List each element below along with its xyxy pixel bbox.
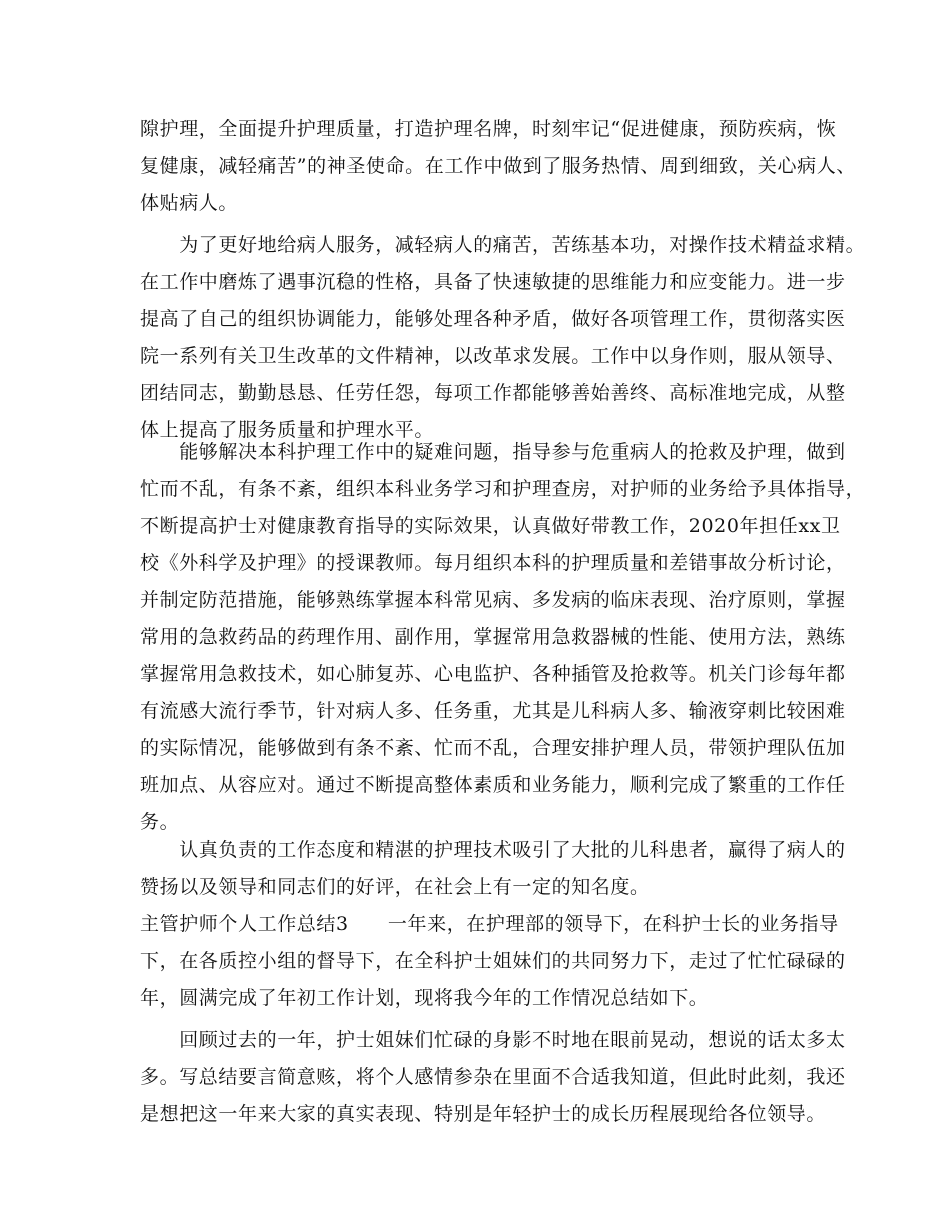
text-line: 的实际情况，能够做到有条不紊、忙而不乱，合理安排护理人员，带领护理队伍加 — [140, 737, 846, 759]
text-line: 隙护理，全面提升护理质量，打造护理名牌，时刻牢记“促进健康，预防疾病，恢 — [140, 118, 837, 140]
text-line: 团结同志，勤勤恳恳、任劳任怨，每项工作都能够善始善终、高标准地完成，从整 — [140, 382, 846, 404]
text-line: 班加点、从容应对。通过不断提高整体素质和业务能力，顺利完成了繁重的工作任 — [140, 774, 846, 796]
text-line: 复健康，减轻痛苦”的神圣使命。在工作中做到了服务热情、周到细致，关心病人、 — [140, 155, 856, 177]
text-line: 务。 — [140, 811, 180, 833]
text-line: 认真负责的工作态度和精湛的护理技术吸引了大批的儿科患者，赢得了病人的 — [140, 839, 846, 861]
text-line: 忙而不乱，有条不紊，组织本科业务学习和护理查房，对护师的业务给予具体指导， — [140, 478, 866, 500]
text-line: 提高了自己的组织协调能力，能够处理各种矛盾，做好各项管理工作，贯彻落实医 — [140, 308, 846, 330]
text-line: 掌握常用急救技术，如心肺复苏、心电监护、各种插管及抢救等。机关门诊每年都 — [140, 663, 846, 685]
text-line: 体贴病人。 — [140, 192, 239, 214]
text-line: 能够解决本科护理工作中的疑难问题，指导参与危重病人的抢救及护理，做到 — [140, 441, 846, 463]
text-line: 下，在各质控小组的督导下，在全科护士姐妹们的共同努力下，走过了忙忙碌碌的 — [140, 950, 846, 972]
text-line: 是想把这一年来大家的真实表现、特别是年轻护士的成长历程展现给各位领导。 — [140, 1103, 827, 1125]
text-line: 并制定防范措施，能够熟练掌握本科常见病、多发病的临床表现、治疗原则，掌握 — [140, 589, 846, 611]
text-line: 体上提高了服务质量和护理水平。 — [140, 419, 435, 441]
text-line: 赞扬以及领导和同志们的好评，在社会上有一定的知名度。 — [140, 876, 650, 898]
text-line: 回顾过去的一年，护士姐妹们忙碌的身影不时地在眼前晃动，想说的话太多太 — [140, 1029, 846, 1051]
text-line: 为了更好地给病人服务，减轻病人的痛苦，苦练基本功，对操作技术精益求精。 — [140, 234, 866, 256]
text-line: 年，圆满完成了年初工作计划，现将我今年的工作情况总结如下。 — [140, 987, 709, 1009]
text-line: 不断提高护士对健康教育指导的实际效果，认真做好带教工作，2020年担任xx卫 — [140, 515, 841, 537]
text-line: 有流感大流行季节，针对病人多、任务重，尤其是儿科病人多、输液穿刺比较困难 — [140, 700, 846, 722]
text-line: 在工作中磨炼了遇事沉稳的性格，具备了快速敏捷的思维能力和应变能力。进一步 — [140, 271, 846, 293]
text-line: 主管护师个人工作总结3 一年来，在护理部的领导下，在科护士长的业务指导 — [140, 913, 839, 935]
text-line: 校《外科学及护理》的授课教师。每月组织本科的护理质量和差错事故分析讨论， — [140, 552, 846, 574]
text-line: 院一系列有关卫生改革的文件精神，以改革求发展。工作中以身作则，服从领导、 — [140, 345, 846, 367]
text-line: 常用的急救药品的药理作用、副作用，掌握常用急救器械的性能、使用方法，熟练 — [140, 626, 846, 648]
text-line: 多。写总结要言简意赅，将个人感情参杂在里面不合适我知道，但此时此刻，我还 — [140, 1066, 846, 1088]
